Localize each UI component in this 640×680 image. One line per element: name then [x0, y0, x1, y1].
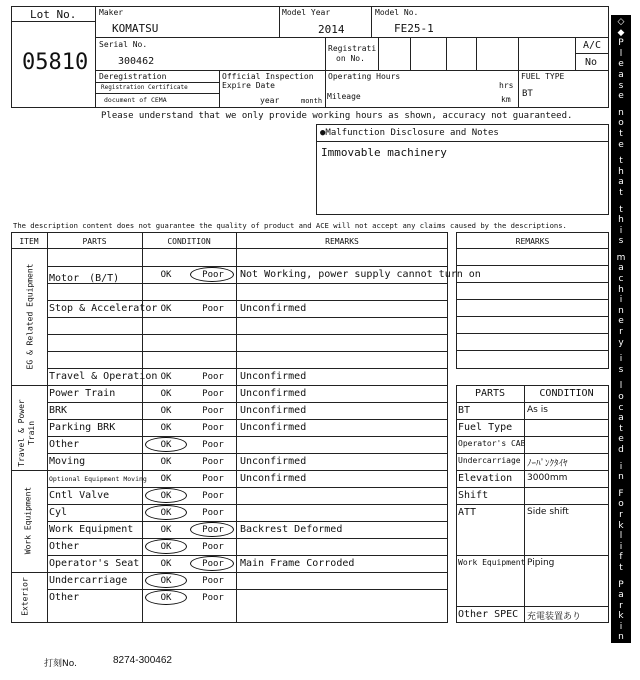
malfunction-title: ●Malfunction Disclosure and Notes	[320, 128, 499, 138]
stamp-value: 8274-300462	[113, 655, 172, 666]
model-year-label: Model Year	[282, 8, 331, 17]
remarks-header: REMARKS	[325, 237, 359, 246]
condition-poor: Poor	[202, 406, 224, 416]
lot-number: 05810	[22, 50, 89, 75]
spec-part-label: Work Equipment	[458, 558, 526, 567]
condition-poor: Poor	[202, 304, 224, 314]
condition-poor: Poor	[202, 491, 224, 501]
remark-text: Unconfirmed	[240, 456, 307, 467]
deregistration-label: Deregistration	[99, 72, 167, 81]
cema-document-label: document of CEMA	[104, 96, 167, 104]
registration-certificate-label: Registration Certificate	[101, 84, 188, 91]
spec-value: 3000mm	[527, 473, 568, 483]
condition-poor: Poor	[202, 457, 224, 467]
condition-ok: OK	[160, 508, 172, 518]
part-label: Motor (B/T)	[49, 273, 120, 284]
inspection-label-1: Official Inspection	[222, 72, 314, 81]
fuel-type-label: FUEL TYPE	[521, 72, 565, 81]
ac-label: A/C	[583, 40, 602, 51]
hours-notice: Please understand that we only provide working hours as shown, accuracy not guaranteed.	[101, 111, 573, 121]
side-banner: ◇ ◆ P l e a s e n o t e t h a t t h i s m a c h i n e r y i s l o c a t e d i n F o r k l i f t P a r k i n g ◆ ◇	[611, 15, 631, 643]
part-label: Cntl Valve	[49, 490, 110, 501]
spec-part-label: Other SPEC	[458, 609, 519, 620]
mileage-label: Mileage	[327, 92, 361, 101]
part-label: Undercarriage	[49, 575, 128, 586]
condition-ok: OK	[160, 474, 172, 484]
malfunction-text: Immovable machinery	[321, 146, 447, 159]
spec-value: 充電装置あり	[527, 612, 582, 622]
lot-label: Lot No.	[30, 8, 77, 21]
spec-value: ﾉｰﾊﾟﾝｸﾀｲﾔ	[527, 459, 568, 469]
parts-header: PARTS	[82, 237, 107, 246]
condition-circle-mark	[190, 556, 234, 571]
condition-poor: Poor	[202, 270, 224, 280]
condition-poor: Poor	[202, 576, 224, 586]
spec-parts-header: PARTS	[474, 388, 506, 399]
part-label: Other	[49, 541, 80, 552]
condition-poor: Poor	[202, 440, 224, 450]
condition-ok: OK	[160, 270, 172, 280]
group-exterior-label: Exterior	[20, 577, 30, 616]
serial-value: 300462	[118, 56, 155, 67]
group-travel-label: Travel & Power Train	[17, 399, 36, 467]
spec-value: Piping	[527, 558, 555, 568]
spec-part-label: ATT	[458, 507, 477, 518]
part-label: Optional Equipment Moving	[49, 475, 147, 483]
remark-text: Backrest Deformed	[240, 524, 343, 535]
condition-circle-mark	[145, 590, 187, 605]
condition-ok: OK	[160, 440, 172, 450]
condition-poor: Poor	[202, 525, 224, 535]
model-no-value: FE25-1	[394, 22, 434, 35]
part-label: Travel & Operation	[49, 371, 158, 382]
condition-poor: Poor	[202, 474, 224, 484]
condition-circle-mark	[190, 267, 234, 282]
stamp-label: 打刻No.	[44, 659, 77, 669]
spec-part-label: Operator's CAB	[458, 439, 526, 448]
condition-circle-mark	[145, 505, 187, 520]
spec-part-label: Elevation	[458, 473, 513, 484]
condition-ok: OK	[160, 576, 172, 586]
inspection-month: month	[301, 97, 323, 105]
right-remarks-table	[456, 232, 609, 369]
serial-label: Serial No.	[99, 40, 148, 49]
remark-text: Unconfirmed	[240, 405, 307, 416]
condition-poor: Poor	[202, 542, 224, 552]
spec-part-label: Undercarriage	[458, 456, 521, 465]
part-label: Work Equipment	[49, 524, 134, 535]
condition-ok: OK	[160, 304, 172, 314]
condition-poor: Poor	[202, 389, 224, 399]
remark-text: Unconfirmed	[240, 388, 307, 399]
part-label: Parking BRK	[49, 422, 116, 433]
part-label: Other	[49, 439, 80, 450]
remark-text: Unconfirmed	[240, 303, 307, 314]
group-eg-label: EG & Related Equipment	[25, 263, 35, 370]
condition-ok: OK	[160, 423, 172, 433]
condition-ok: OK	[160, 389, 172, 399]
condition-ok: OK	[160, 542, 172, 552]
condition-circle-mark	[145, 539, 187, 554]
item-header: ITEM	[19, 237, 39, 246]
condition-ok: OK	[160, 457, 172, 467]
maker-value: KOMATSU	[112, 22, 159, 35]
condition-header: CONDITION	[167, 237, 211, 246]
operating-hours-label: Operating Hours	[328, 72, 401, 81]
condition-ok: OK	[160, 491, 172, 501]
condition-ok: OK	[160, 372, 172, 382]
spec-condition-header: CONDITION	[539, 388, 594, 399]
part-label: Moving	[49, 456, 86, 467]
disclaimer: The description content does not guarantee the quality of product and ACE will not accept any claims caused by the descriptions.	[13, 221, 567, 230]
inspection-year: year	[260, 96, 280, 105]
condition-ok: OK	[160, 559, 172, 569]
remark-text: Main Frame Corroded	[240, 558, 355, 569]
condition-ok: OK	[160, 525, 172, 535]
remark-text: Unconfirmed	[240, 473, 307, 484]
registration-label-2: on No.	[336, 54, 365, 63]
remark-text: Not Working, power supply cannot turn on	[240, 269, 481, 280]
condition-circle-mark	[145, 488, 187, 503]
ac-value: No	[585, 57, 598, 68]
remark-text: Unconfirmed	[240, 422, 307, 433]
spec-value: As is	[527, 405, 548, 415]
right-remarks-header: REMARKS	[515, 237, 550, 246]
part-label: BRK	[49, 405, 68, 416]
inspection-label-2: Expire Date	[222, 81, 275, 90]
spec-part-label: Shift	[458, 490, 489, 501]
spec-part-label: BT	[458, 405, 471, 416]
condition-circle-mark	[145, 573, 187, 588]
condition-poor: Poor	[202, 372, 224, 382]
condition-circle-mark	[145, 437, 187, 452]
maker-label: Maker	[99, 8, 124, 17]
part-label: Cyl	[49, 507, 68, 518]
hours-unit: hrs	[499, 81, 514, 90]
condition-poor: Poor	[202, 593, 224, 603]
condition-ok: OK	[160, 593, 172, 603]
registration-label-1: Registrati	[328, 44, 377, 53]
part-label: Operator's Seat	[49, 558, 140, 569]
model-no-label: Model No.	[375, 8, 419, 17]
spec-value: Side shift	[527, 507, 569, 517]
condition-ok: OK	[160, 406, 172, 416]
part-label: Other	[49, 592, 80, 603]
condition-circle-mark	[190, 522, 234, 537]
condition-poor: Poor	[202, 508, 224, 518]
model-year-value: 2014	[318, 23, 345, 36]
mileage-unit: km	[501, 95, 511, 104]
condition-poor: Poor	[202, 559, 224, 569]
fuel-type-value: BT	[522, 89, 533, 99]
spec-part-label: Fuel Type	[458, 422, 513, 433]
part-label: Stop & Accelerator	[49, 303, 158, 314]
group-work-label: Work Equipment	[23, 486, 33, 555]
part-label: Power Train	[49, 388, 116, 399]
remark-text: Unconfirmed	[240, 371, 307, 382]
condition-poor: Poor	[202, 423, 224, 433]
